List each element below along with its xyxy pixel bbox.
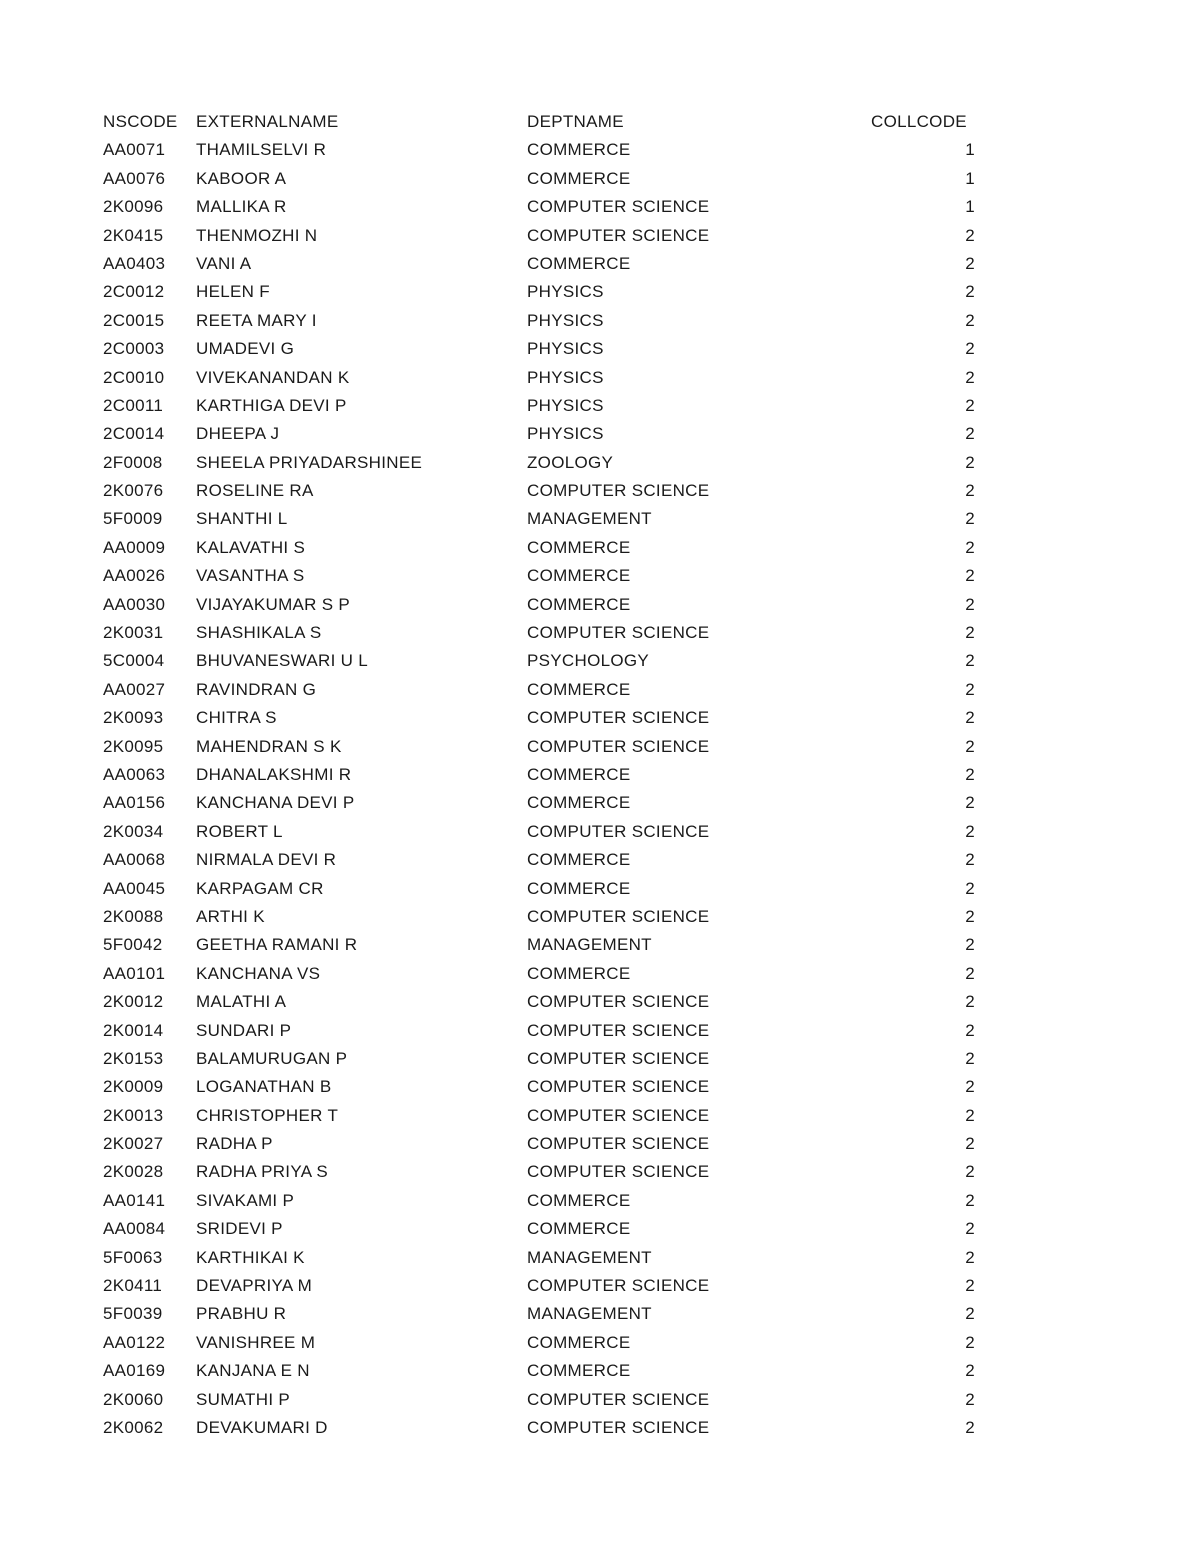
- nscode-cell: AA0076: [103, 168, 166, 188]
- table-row: [0, 1187, 1200, 1215]
- collcode-cell: 2: [965, 963, 975, 983]
- collcode-cell: 2: [965, 367, 975, 387]
- table-row: [0, 676, 1200, 704]
- nscode-cell: 2K0014: [103, 1020, 164, 1040]
- nscode-cell: 2C0014: [103, 424, 165, 444]
- nscode-cell: 2K0028: [103, 1162, 164, 1182]
- externalname-cell: SHEELA PRIYADARSHINEE: [196, 452, 423, 472]
- deptname-cell: COMPUTER SCIENCE: [527, 1077, 710, 1097]
- nscode-cell: 2K0411: [103, 1276, 163, 1296]
- externalname-cell: ROBERT L: [196, 821, 283, 841]
- deptname-cell: COMMERCE: [527, 253, 631, 273]
- nscode-cell: 2K0031: [103, 623, 164, 643]
- externalname-cell: KABOOR A: [196, 168, 287, 188]
- externalname-cell: BHUVANESWARI U L: [196, 651, 368, 671]
- deptname-cell: COMPUTER SCIENCE: [527, 1134, 710, 1154]
- table-row: [0, 1300, 1200, 1328]
- nscode-cell: AA0045: [103, 878, 166, 898]
- nscode-cell: 2K0088: [103, 906, 164, 926]
- table-row: [0, 250, 1200, 278]
- deptname-cell: COMPUTER SCIENCE: [527, 623, 710, 643]
- deptname-cell: COMMERCE: [527, 537, 631, 557]
- deptname-cell: MANAGEMENT: [527, 1247, 652, 1267]
- externalname-cell: PRABHU R: [196, 1304, 287, 1324]
- nscode-cell: 2K0415: [103, 225, 164, 245]
- table-row: [0, 875, 1200, 903]
- table-row: [0, 1244, 1200, 1272]
- deptname-cell: COMPUTER SCIENCE: [527, 992, 710, 1012]
- collcode-cell: 2: [965, 594, 975, 614]
- externalname-cell: HELEN F: [196, 282, 270, 302]
- table-row: [0, 222, 1200, 250]
- externalname-cell: RADHA PRIYA S: [196, 1162, 329, 1182]
- nscode-cell: 5F0042: [103, 935, 163, 955]
- collcode-cell: 2: [965, 1361, 975, 1381]
- nscode-cell: AA0141: [103, 1190, 166, 1210]
- externalname-cell: SRIDEVI P: [196, 1219, 283, 1239]
- table-row: [0, 562, 1200, 590]
- externalname-cell: SUNDARI P: [196, 1020, 292, 1040]
- externalname-cell: MAHENDRAN S K: [196, 736, 342, 756]
- externalname-cell: RAVINDRAN G: [196, 679, 317, 699]
- externalname-cell: DHEEPA J: [196, 424, 280, 444]
- externalname-cell: KANCHANA DEVI P: [196, 793, 355, 813]
- table-row: [0, 1073, 1200, 1101]
- deptname-cell: PHYSICS: [527, 395, 604, 415]
- collcode-cell: 2: [965, 1219, 975, 1239]
- deptname-cell: COMPUTER SCIENCE: [527, 1020, 710, 1040]
- table-row: [0, 165, 1200, 193]
- deptname-cell: COMMERCE: [527, 963, 631, 983]
- table-row: [0, 1357, 1200, 1385]
- deptname-cell: COMPUTER SCIENCE: [527, 906, 710, 926]
- nscode-cell: AA0084: [103, 1219, 166, 1239]
- table-row: [0, 818, 1200, 846]
- externalname-cell: VANI A: [196, 253, 252, 273]
- deptname-cell: COMPUTER SCIENCE: [527, 1162, 710, 1182]
- deptname-cell: COMMERCE: [527, 1361, 631, 1381]
- nscode-cell: AA0071: [103, 140, 166, 160]
- table-row: [0, 789, 1200, 817]
- externalname-cell: CHRISTOPHER T: [196, 1105, 339, 1125]
- nscode-cell: AA0122: [103, 1332, 166, 1352]
- collcode-cell: 2: [965, 509, 975, 529]
- externalname-cell: MALLIKA R: [196, 197, 287, 217]
- table-row: [0, 1102, 1200, 1130]
- collcode-cell: 2: [965, 1134, 975, 1154]
- deptname-cell: COMMERCE: [527, 168, 631, 188]
- collcode-cell: 2: [965, 992, 975, 1012]
- deptname-cell: COMMERCE: [527, 140, 631, 160]
- deptname-cell: COMPUTER SCIENCE: [527, 821, 710, 841]
- externalname-cell: CHITRA S: [196, 708, 277, 728]
- table-row: [0, 1130, 1200, 1158]
- nscode-cell: 2K0093: [103, 708, 164, 728]
- collcode-cell: 2: [965, 424, 975, 444]
- deptname-cell: COMMERCE: [527, 878, 631, 898]
- nscode-cell: AA0169: [103, 1361, 166, 1381]
- table-row: [0, 136, 1200, 164]
- nscode-cell: AA0403: [103, 253, 166, 273]
- table-row: [0, 733, 1200, 761]
- deptname-cell: COMPUTER SCIENCE: [527, 1389, 710, 1409]
- nscode-cell: 2C0015: [103, 310, 165, 330]
- deptname-cell: COMMERCE: [527, 764, 631, 784]
- table-row: [0, 278, 1200, 306]
- externalname-cell: KARTHIKAI K: [196, 1247, 305, 1267]
- nscode-cell: 2K0062: [103, 1417, 164, 1437]
- externalname-cell: THENMOZHI N: [196, 225, 318, 245]
- externalname-cell: REETA MARY I: [196, 310, 317, 330]
- nscode-cell: 2K0076: [103, 481, 164, 501]
- table-row: [0, 704, 1200, 732]
- header-deptname: DEPTNAME: [527, 112, 624, 131]
- deptname-cell: MANAGEMENT: [527, 1304, 652, 1324]
- table-row: [0, 1272, 1200, 1300]
- nscode-cell: 2C0010: [103, 367, 165, 387]
- collcode-cell: 2: [965, 481, 975, 501]
- data-sheet: [0, 108, 1200, 1442]
- externalname-cell: VANISHREE M: [196, 1332, 316, 1352]
- nscode-cell: 2K0034: [103, 821, 164, 841]
- deptname-cell: COMPUTER SCIENCE: [527, 197, 710, 217]
- collcode-cell: 2: [965, 395, 975, 415]
- deptname-cell: PHYSICS: [527, 339, 604, 359]
- table-row: [0, 534, 1200, 562]
- nscode-cell: AA0156: [103, 793, 166, 813]
- deptname-cell: COMMERCE: [527, 793, 631, 813]
- nscode-cell: 2C0012: [103, 282, 165, 302]
- externalname-cell: GEETHA RAMANI R: [196, 935, 358, 955]
- nscode-cell: 2K0009: [103, 1077, 164, 1097]
- table-row: [0, 1158, 1200, 1186]
- deptname-cell: COMMERCE: [527, 594, 631, 614]
- externalname-cell: NIRMALA DEVI R: [196, 850, 337, 870]
- collcode-cell: 2: [965, 1332, 975, 1352]
- table-row: [0, 307, 1200, 335]
- collcode-cell: 2: [965, 1389, 975, 1409]
- externalname-cell: KARTHIGA DEVI P: [196, 395, 347, 415]
- nscode-cell: 2K0096: [103, 197, 164, 217]
- table-row: [0, 505, 1200, 533]
- nscode-cell: 5F0063: [103, 1247, 163, 1267]
- deptname-cell: COMPUTER SCIENCE: [527, 1276, 710, 1296]
- header-nscode: NSCODE: [103, 112, 178, 131]
- table-row: [0, 960, 1200, 988]
- nscode-cell: 2K0013: [103, 1105, 164, 1125]
- collcode-cell: 1: [965, 197, 975, 217]
- collcode-cell: 2: [965, 537, 975, 557]
- collcode-cell: 2: [965, 623, 975, 643]
- table-row: [0, 392, 1200, 420]
- deptname-cell: COMPUTER SCIENCE: [527, 225, 710, 245]
- collcode-cell: 2: [965, 764, 975, 784]
- table-row: [0, 335, 1200, 363]
- collcode-cell: 2: [965, 1304, 975, 1324]
- collcode-cell: 2: [965, 282, 975, 302]
- externalname-cell: ROSELINE RA: [196, 481, 314, 501]
- deptname-cell: MANAGEMENT: [527, 935, 652, 955]
- table-row: [0, 420, 1200, 448]
- externalname-cell: ARTHI K: [196, 906, 265, 926]
- table-row: [0, 1329, 1200, 1357]
- table-row: [0, 1414, 1200, 1442]
- collcode-cell: 2: [965, 310, 975, 330]
- collcode-cell: 1: [965, 140, 975, 160]
- collcode-cell: 2: [965, 1048, 975, 1068]
- collcode-cell: 2: [965, 793, 975, 813]
- table-row: [0, 903, 1200, 931]
- collcode-cell: 2: [965, 679, 975, 699]
- collcode-cell: 2: [965, 1247, 975, 1267]
- collcode-cell: 2: [965, 651, 975, 671]
- deptname-cell: COMPUTER SCIENCE: [527, 1105, 710, 1125]
- externalname-cell: KANJANA E N: [196, 1361, 310, 1381]
- collcode-cell: 2: [965, 708, 975, 728]
- collcode-cell: 1: [965, 168, 975, 188]
- table-row: [0, 988, 1200, 1016]
- collcode-cell: 2: [965, 1417, 975, 1437]
- table-row: [0, 647, 1200, 675]
- table-row: [0, 193, 1200, 221]
- deptname-cell: PHYSICS: [527, 282, 604, 302]
- table-row: [0, 931, 1200, 959]
- externalname-cell: SUMATHI P: [196, 1389, 291, 1409]
- deptname-cell: COMMERCE: [527, 679, 631, 699]
- collcode-cell: 2: [965, 339, 975, 359]
- table-row: [0, 1045, 1200, 1073]
- collcode-cell: 2: [965, 1077, 975, 1097]
- header-externalname: EXTERNALNAME: [196, 112, 339, 131]
- deptname-cell: COMMERCE: [527, 566, 631, 586]
- nscode-cell: 2C0003: [103, 339, 165, 359]
- externalname-cell: VIJAYAKUMAR S P: [196, 594, 351, 614]
- deptname-cell: COMPUTER SCIENCE: [527, 708, 710, 728]
- collcode-cell: 2: [965, 935, 975, 955]
- nscode-cell: 5C0004: [103, 651, 165, 671]
- externalname-cell: UMADEVI G: [196, 339, 295, 359]
- table-row: [0, 761, 1200, 789]
- collcode-cell: 2: [965, 566, 975, 586]
- externalname-cell: SIVAKAMI P: [196, 1190, 295, 1210]
- header-row: [0, 108, 1200, 136]
- table-row: [0, 449, 1200, 477]
- collcode-cell: 2: [965, 452, 975, 472]
- nscode-cell: 5F0009: [103, 509, 163, 529]
- table-row: [0, 477, 1200, 505]
- nscode-cell: 2K0060: [103, 1389, 164, 1409]
- deptname-cell: MANAGEMENT: [527, 509, 652, 529]
- nscode-cell: AA0068: [103, 850, 166, 870]
- nscode-cell: AA0101: [103, 963, 166, 983]
- externalname-cell: KARPAGAM CR: [196, 878, 324, 898]
- collcode-cell: 2: [965, 850, 975, 870]
- table-row: [0, 1017, 1200, 1045]
- collcode-cell: 2: [965, 225, 975, 245]
- table-body: [0, 136, 1200, 1442]
- nscode-cell: AA0009: [103, 537, 166, 557]
- externalname-cell: SHASHIKALA S: [196, 623, 322, 643]
- deptname-cell: ZOOLOGY: [527, 452, 614, 472]
- collcode-cell: 2: [965, 1162, 975, 1182]
- externalname-cell: LOGANATHAN B: [196, 1077, 332, 1097]
- deptname-cell: COMPUTER SCIENCE: [527, 1048, 710, 1068]
- table-row: [0, 364, 1200, 392]
- nscode-cell: AA0026: [103, 566, 166, 586]
- collcode-cell: 2: [965, 1020, 975, 1040]
- collcode-cell: 2: [965, 821, 975, 841]
- externalname-cell: BALAMURUGAN P: [196, 1048, 348, 1068]
- deptname-cell: COMPUTER SCIENCE: [527, 481, 710, 501]
- externalname-cell: VASANTHA S: [196, 566, 305, 586]
- collcode-cell: 2: [965, 1105, 975, 1125]
- externalname-cell: MALATHI A: [196, 992, 287, 1012]
- table-row: [0, 846, 1200, 874]
- deptname-cell: COMPUTER SCIENCE: [527, 736, 710, 756]
- externalname-cell: THAMILSELVI R: [196, 140, 327, 160]
- deptname-cell: PHYSICS: [527, 367, 604, 387]
- nscode-cell: 2K0095: [103, 736, 164, 756]
- externalname-cell: RADHA P: [196, 1134, 273, 1154]
- header-collcode: COLLCODE: [871, 112, 967, 131]
- nscode-cell: 2F0008: [103, 452, 163, 472]
- table-row: [0, 619, 1200, 647]
- externalname-cell: KANCHANA VS: [196, 963, 321, 983]
- externalname-cell: VIVEKANANDAN K: [196, 367, 350, 387]
- collcode-cell: 2: [965, 253, 975, 273]
- nscode-cell: AA0030: [103, 594, 166, 614]
- deptname-cell: COMMERCE: [527, 850, 631, 870]
- nscode-cell: AA0027: [103, 679, 166, 699]
- collcode-cell: 2: [965, 1190, 975, 1210]
- nscode-cell: 2K0153: [103, 1048, 164, 1068]
- deptname-cell: PSYCHOLOGY: [527, 651, 650, 671]
- collcode-cell: 2: [965, 878, 975, 898]
- collcode-cell: 2: [965, 906, 975, 926]
- table-row: [0, 1386, 1200, 1414]
- deptname-cell: PHYSICS: [527, 310, 604, 330]
- collcode-cell: 2: [965, 736, 975, 756]
- deptname-cell: COMMERCE: [527, 1332, 631, 1352]
- externalname-cell: DHANALAKSHMI R: [196, 764, 352, 784]
- table-row: [0, 1215, 1200, 1243]
- externalname-cell: SHANTHI L: [196, 509, 288, 529]
- nscode-cell: 5F0039: [103, 1304, 163, 1324]
- nscode-cell: AA0063: [103, 764, 166, 784]
- deptname-cell: PHYSICS: [527, 424, 604, 444]
- nscode-cell: 2K0027: [103, 1134, 164, 1154]
- nscode-cell: 2C0011: [103, 395, 164, 415]
- deptname-cell: COMPUTER SCIENCE: [527, 1417, 710, 1437]
- deptname-cell: COMMERCE: [527, 1219, 631, 1239]
- nscode-cell: 2K0012: [103, 992, 164, 1012]
- externalname-cell: DEVAKUMARI D: [196, 1417, 328, 1437]
- deptname-cell: COMMERCE: [527, 1190, 631, 1210]
- externalname-cell: DEVAPRIYA M: [196, 1276, 313, 1296]
- externalname-cell: KALAVATHI S: [196, 537, 306, 557]
- table-row: [0, 591, 1200, 619]
- collcode-cell: 2: [965, 1276, 975, 1296]
